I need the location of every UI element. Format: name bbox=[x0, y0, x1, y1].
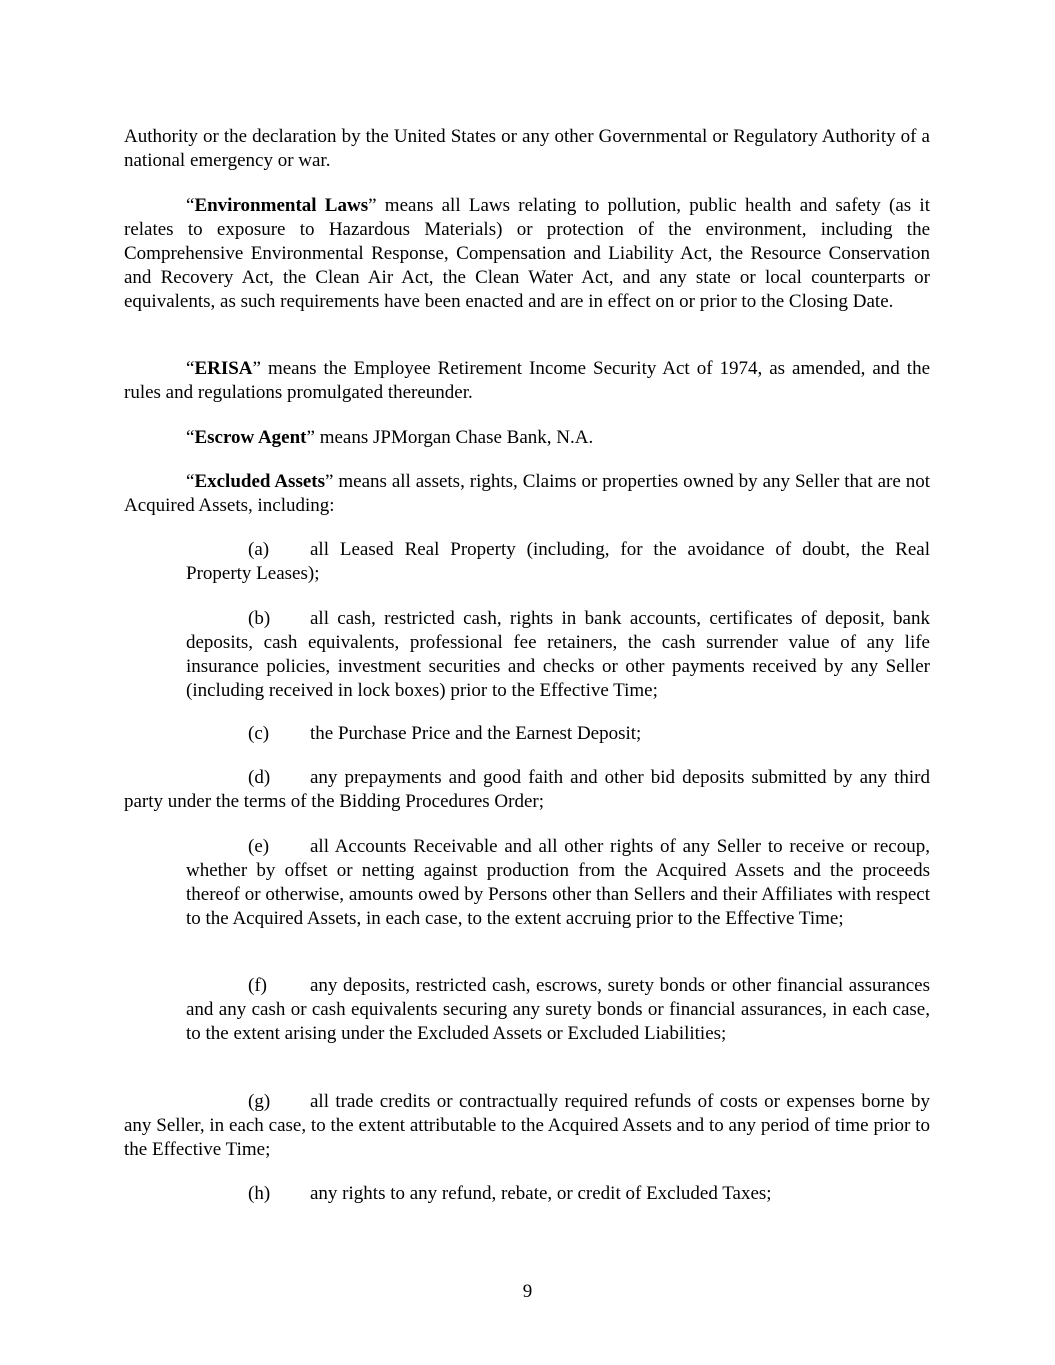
list-text: any rights to any refund, rebate, or credit of Excluded Taxes; bbox=[310, 1183, 772, 1204]
list-label: (g) bbox=[248, 1091, 271, 1112]
list-text: all cash, restricted cash, rights in bank accounts, certificates of deposit, bank deposits, cash equivalents, professional fee retainers, the cash surrender value of any life insurance policies, investment securities and checks or other payments received by any Seller (including received in lock boxes) prior to the Effective Time; bbox=[186, 608, 930, 701]
list-item-g bbox=[124, 1090, 930, 1162]
list-label: (a) bbox=[248, 539, 270, 560]
list-label: (b) bbox=[248, 608, 271, 629]
list-text: any prepayments and good faith and other bid deposits submitted by any third party under the terms of the Bidding Procedures Order; bbox=[124, 767, 930, 812]
list-label: (e) bbox=[248, 836, 270, 857]
list-item-e bbox=[186, 835, 930, 931]
page-number: 9 bbox=[522, 1281, 533, 1302]
paragraph-authority: Authority or the declaration by the United States or any other Governmental or Regulatory Authority of a national emergency or war. bbox=[124, 126, 930, 171]
list-label: (h) bbox=[248, 1183, 271, 1204]
list-item-b bbox=[186, 607, 930, 703]
definition-excluded-assets: “Excluded Assets” means all assets, rights, Claims or properties owned by any Seller that are not Acquired Assets, including: bbox=[124, 471, 930, 516]
list-label: (c) bbox=[248, 723, 270, 744]
list-text: the Purchase Price and the Earnest Deposit; bbox=[310, 723, 642, 744]
definition-erisa: “ERISA” means the Employee Retirement Income Security Act of 1974, as amended, and the rules and regulations promulgated thereunder. bbox=[124, 358, 930, 403]
defined-term: Escrow Agent bbox=[194, 427, 307, 448]
list-text: any deposits, restricted cash, escrows, surety bonds or other financial assurances and any cash or cash equivalents securing any surety bonds or financial assurances, in each case, to the extent arising under the Excluded Assets or Excluded Liabilities; bbox=[186, 975, 930, 1044]
list-item-f bbox=[186, 974, 930, 1046]
list-item-d bbox=[124, 766, 930, 814]
definition-escrow-agent: “Escrow Agent” means JPMorgan Chase Bank, N.A. bbox=[186, 427, 594, 448]
list-label: (d) bbox=[248, 767, 271, 788]
list-text: all Leased Real Property (including, for the avoidance of doubt, the Real Property Leases); bbox=[186, 539, 930, 584]
defined-term: ERISA bbox=[194, 358, 253, 379]
defined-term: Excluded Assets bbox=[194, 471, 325, 492]
definition-text: means all assets, rights, Claims or properties owned by any Seller that are not Acquired Assets, including: bbox=[124, 471, 930, 516]
definition-text: means JPMorgan Chase Bank, N.A. bbox=[314, 427, 594, 448]
list-item-c bbox=[186, 722, 930, 746]
list-text: all Accounts Receivable and all other rights of any Seller to receive or recoup, whether by offset or netting against production from the Acquired Assets and the proceeds thereof or otherwise, amounts owed by Persons other than Sellers and their Affiliates with respect to the Acquired Assets, in each case, to the extent accruing prior to the Effective Time; bbox=[186, 836, 930, 929]
list-label: (f) bbox=[248, 975, 267, 996]
definition-environmental-laws: “Environmental Laws” means all Laws relating to pollution, public health and safety (as it relates to exposure to Hazardous Materials) or protection of the environment, including the Comprehensive Environmental Response, Compensation and Liability Act, the Resource Conservation and Recovery Act, the Clean Air Act, the Clean Water Act, and any state or local counterparts or equivalents, as such requirements have been enacted and are in effect on or prior to the Closing Date. bbox=[124, 195, 930, 312]
definition-text: means the Employee Retirement Income Security Act of 1974, as amended, and the rules and regulations promulgated thereunder. bbox=[124, 358, 930, 403]
defined-term: Environmental Laws bbox=[194, 195, 369, 216]
list-text: all trade credits or contractually required refunds of costs or expenses borne by any Seller, in each case, to the extent attributable to the Acquired Assets and to any period of time prior to the Effective Time; bbox=[124, 1091, 930, 1160]
definition-text: means all Laws relating to pollution, public health and safety (as it relates to exposure to Hazardous Materials) or protection of the environment, including the Comprehensive Environmental Response, Compensation and Liability Act, the Resource Conservation and Recovery Act, the Clean Air Act, the Clean Water Act, and any state or local counterparts or equivalents, as such requirements have been enacted and are in effect on or prior to the Closing Date. bbox=[124, 195, 930, 312]
list-item-a bbox=[186, 538, 930, 586]
list-item-h bbox=[186, 1182, 930, 1206]
